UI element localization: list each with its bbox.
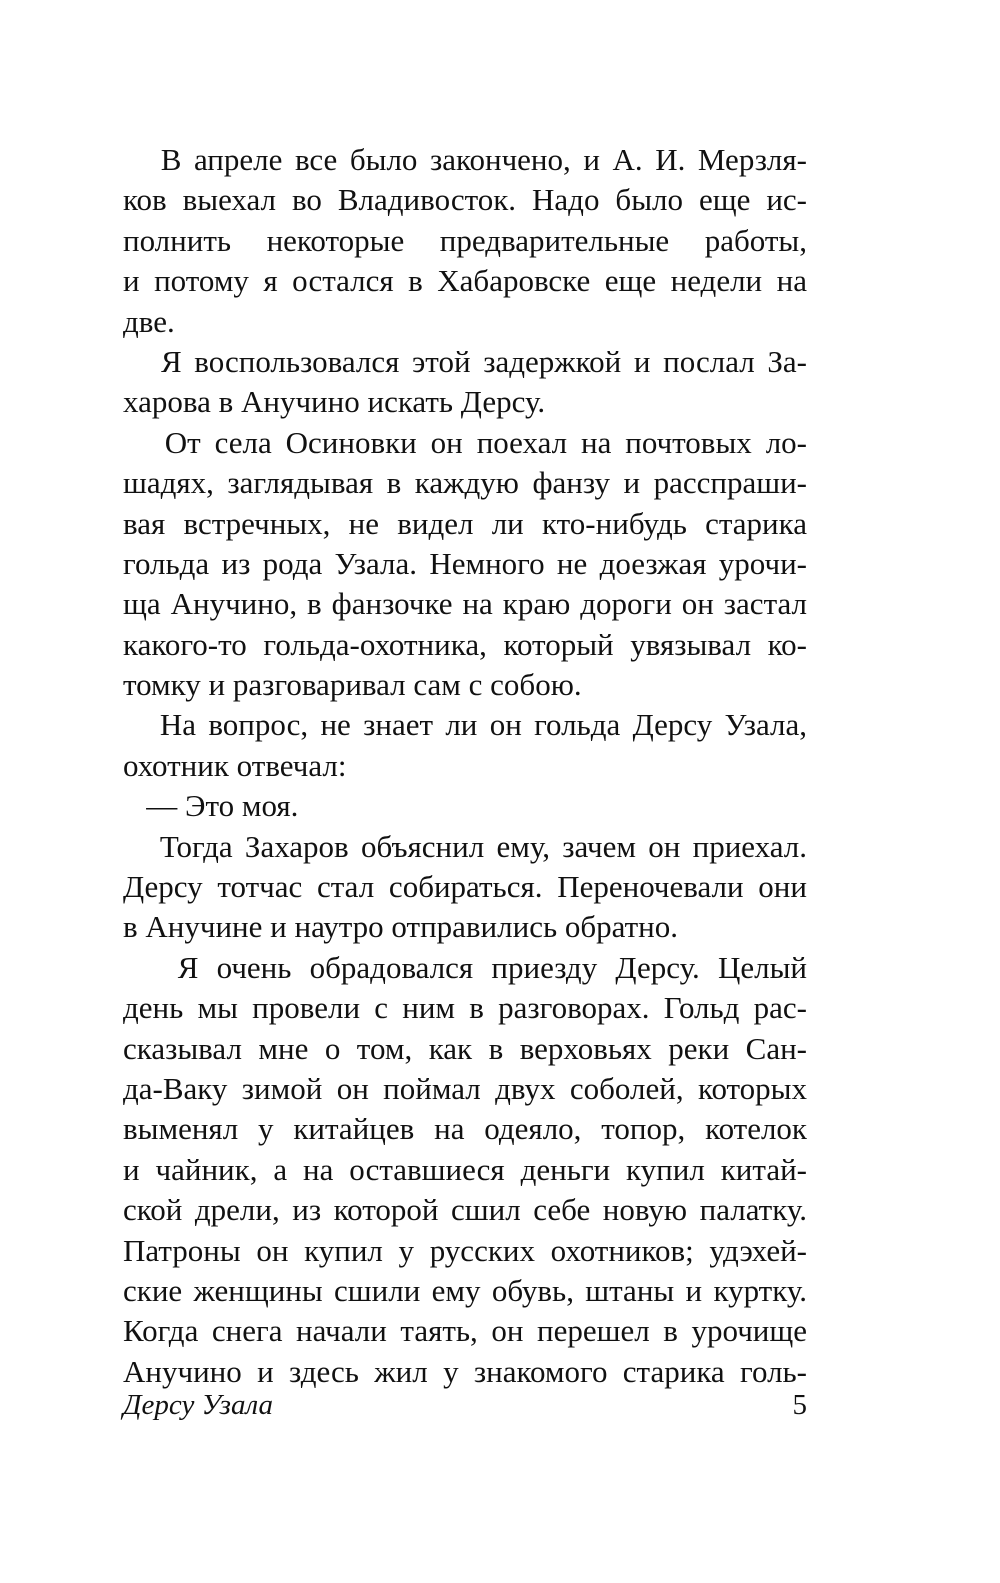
text-line: сказывал мне о том, как в верховьях реки Сан-: [123, 1030, 807, 1066]
text-line: Анучино и здесь жил у знакомого старика голь-: [123, 1353, 807, 1389]
body-text: [123, 140, 807, 1392]
text-line: ща Анучино, в фанзочке на краю дороги он застал: [123, 586, 807, 622]
text-line: Я очень обрадовался приезду Дерсу. Целый: [123, 949, 807, 985]
text-line: выменял у китайцев на одеяло, топор, котелок: [123, 1111, 807, 1147]
text-line: Когда снега начали таять, он перешел в урочище: [123, 1313, 807, 1349]
text-line: и потому я остался в Хабаровске еще недели на: [123, 263, 807, 299]
text-line: охотник отвечал:: [123, 747, 347, 783]
text-line: две.: [123, 303, 175, 339]
text-line: гольда из рода Узала. Немного не доезжая урочи-: [123, 545, 807, 581]
text-line: в Анучине и наутро отправились обратно.: [123, 909, 678, 945]
text-line: В апреле все было закончено, и А. И. Мерзля-: [123, 142, 807, 177]
text-line: полнить некоторые предварительные работы,: [123, 222, 807, 258]
text-line: вая встречных, не видел ли кто-нибудь старика: [123, 505, 807, 541]
text-line: На вопрос, не знает ли он гольда Дерсу Узала,: [123, 707, 807, 743]
text-line: ской дрели, из которой сшил себе новую палатку.: [123, 1192, 807, 1228]
text-line: и чайник, а на оставшиеся деньги купил китай-: [123, 1151, 807, 1187]
text-line: ские женщины сшили ему обувь, штаны и куртку.: [123, 1272, 807, 1308]
text-line: — Это моя.: [123, 788, 299, 824]
text-line: томку и разговаривал сам с собою.: [123, 667, 582, 703]
text-line: шадях, заглядывая в каждую фанзу и расспраши-: [123, 465, 807, 501]
running-footer-title: Дерсу Узала: [123, 1389, 273, 1421]
text-line: день мы провели с ним в разговорах. Гольд рас-: [123, 990, 807, 1026]
text-line: Патроны он купил у русских охотников; удэхей-: [123, 1232, 807, 1268]
text-line: Дерсу тотчас стал собираться. Переночевали они: [123, 869, 807, 905]
text-line: харова в Анучино искать Дерсу.: [123, 384, 546, 420]
text-line: От села Осиновки он поехал на почтовых ло-: [123, 424, 807, 460]
text-line: ков выехал во Владивосток. Надо было еще ис-: [123, 182, 807, 218]
text-line: какого-то гольда-охотника, который увязывал ко-: [123, 626, 807, 662]
text-line: Тогда Захаров объяснил ему, зачем он приехал.: [123, 828, 807, 864]
text-line: да-Ваку зимой он поймал двух соболей, которых: [123, 1070, 807, 1106]
page-number: 5: [792, 1389, 807, 1421]
text-line: Я воспользовался этой задержкой и послал За-: [123, 343, 807, 379]
